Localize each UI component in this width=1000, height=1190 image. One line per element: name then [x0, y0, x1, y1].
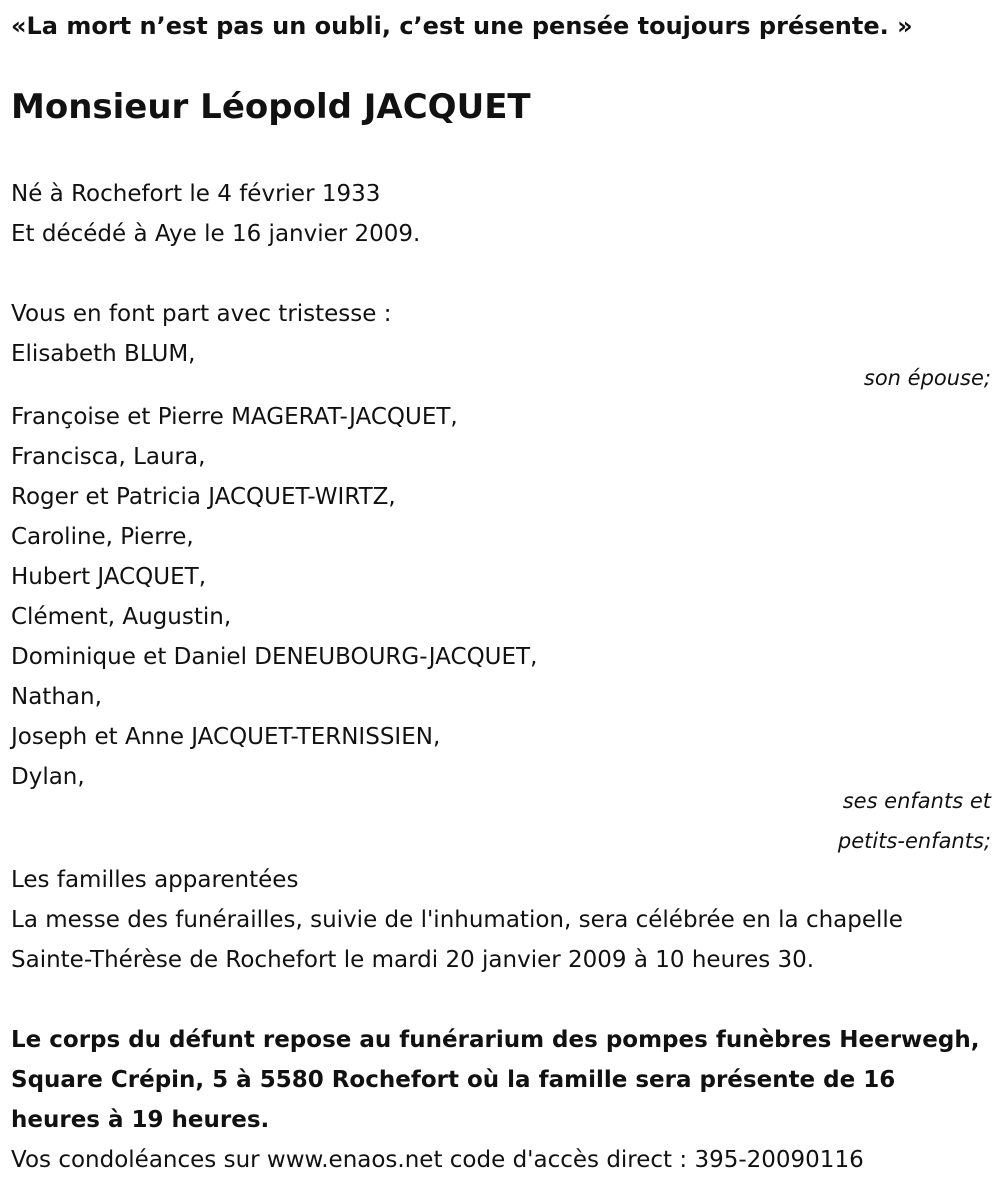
- family-member: Roger et Patricia JACQUET-WIRTZ,: [11, 484, 396, 510]
- family-member: Clément, Augustin,: [11, 604, 232, 630]
- spouse-name: Elisabeth BLUM,: [11, 341, 196, 367]
- relatives-line: Les familles apparentées: [11, 867, 299, 893]
- viewing-paragraph: Le corps du défunt repose au funérarium des pompes funèbres Heerwegh, Square Crépin, 5 à 5580 Rochefort où la famille sera présente de 16 heures à 19 heures.: [11, 1027, 980, 1133]
- family-role-line2: petits-enfants;: [837, 829, 991, 853]
- family-member: Dylan,: [11, 764, 85, 790]
- family-member: Joseph et Anne JACQUET-TERNISSIEN,: [11, 724, 441, 750]
- condolences-line: Vos condoléances sur www.enaos.net code d'accès direct : 395-20090116: [11, 1147, 864, 1173]
- family-member: Francisca, Laura,: [11, 444, 206, 470]
- family-member: Dominique et Daniel DENEUBOURG-JACQUET,: [11, 644, 538, 670]
- family-member: Françoise et Pierre MAGERAT-JACQUET,: [11, 404, 458, 430]
- deceased-name: Monsieur Léopold JACQUET: [11, 87, 531, 127]
- family-member: Hubert JACQUET,: [11, 564, 207, 590]
- family-member: Nathan,: [11, 684, 102, 710]
- family-member: Caroline, Pierre,: [11, 524, 194, 550]
- ceremony-paragraph: La messe des funérailles, suivie de l'inhumation, sera célébrée en la chapelle Sainte-Thérèse de Rochefort le mardi 20 janvier 2009 à 10 heures 30.: [11, 907, 903, 973]
- family-role-line1: ses enfants et: [842, 789, 991, 813]
- announcement-intro: Vous en font part avec tristesse :: [11, 301, 392, 327]
- epigraph-quote: «La mort n’est pas un oubli, c’est une pensée toujours présente. »: [11, 12, 913, 40]
- birth-line: Né à Rochefort le 4 février 1933: [11, 181, 381, 207]
- death-line: Et décédé à Aye le 16 janvier 2009.: [11, 221, 421, 247]
- spouse-role: son épouse;: [863, 366, 991, 390]
